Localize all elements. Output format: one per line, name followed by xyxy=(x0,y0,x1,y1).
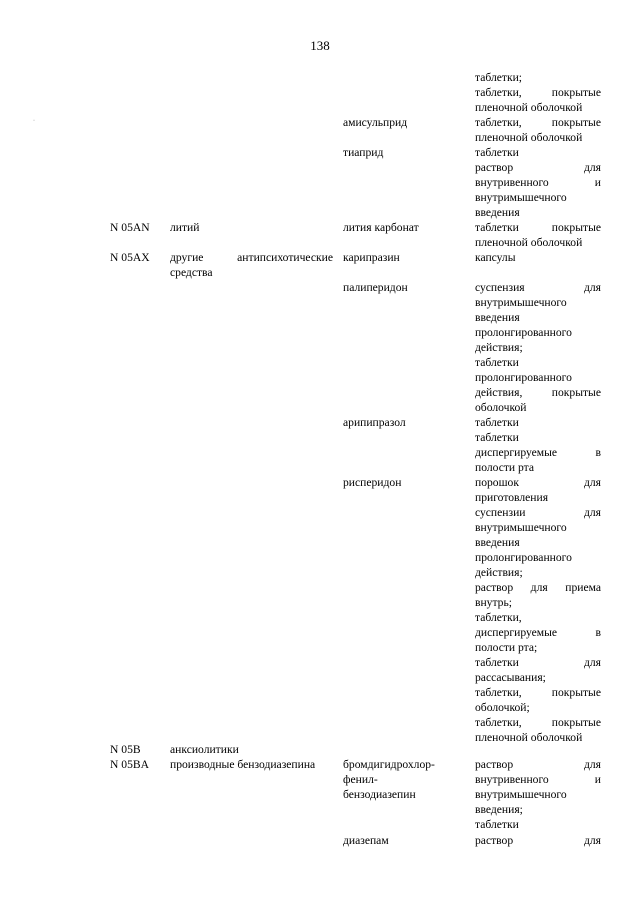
form-line: действия; xyxy=(475,341,523,354)
form-line: введения xyxy=(475,206,520,219)
form-line: действия; xyxy=(475,566,523,579)
form-line: таблетки; xyxy=(475,71,523,84)
drug-name: карипразин xyxy=(343,251,400,264)
form-line: таблетки, покрытые xyxy=(475,116,601,129)
form-line: внутримышечного xyxy=(475,296,567,309)
form-line: внутримышечного xyxy=(475,788,567,801)
drug-line: бензодиазепин xyxy=(343,788,416,801)
form-line: пленочной оболочкой xyxy=(475,131,583,144)
form-line: оболочкой; xyxy=(475,701,530,714)
form-line: таблетки покрытые xyxy=(475,221,601,234)
dosage-forms xyxy=(475,757,601,832)
dosage-forms xyxy=(475,145,601,220)
drug-name xyxy=(343,757,468,802)
form-line: порошок для xyxy=(475,476,601,489)
form-line: капсулы xyxy=(475,251,516,264)
form-line: раствор для xyxy=(475,758,601,771)
dosage-forms xyxy=(475,833,601,848)
form-line: таблетки, покрытые xyxy=(475,716,601,729)
form-line: пролонгированного xyxy=(475,371,572,384)
form-line: внутримышечного xyxy=(475,521,567,534)
atc-code: N 05AN xyxy=(110,221,150,234)
form-line: внутрь; xyxy=(475,596,512,609)
form-line: раствор для приема xyxy=(475,581,601,594)
form-line: диспергируемые в xyxy=(475,446,601,459)
dosage-forms xyxy=(475,475,601,745)
form-line: приготовления xyxy=(475,491,549,504)
form-line: пленочной оболочкой xyxy=(475,731,583,744)
drug-name: диазепам xyxy=(343,834,389,847)
scan-speck: · xyxy=(33,118,35,124)
dosage-forms xyxy=(475,250,601,265)
group-line: другие антипсихотические xyxy=(170,251,333,264)
dosage-forms xyxy=(475,115,601,145)
form-line: таблетки xyxy=(475,356,519,369)
group-name: производные бензодиазепина xyxy=(170,758,316,771)
form-line: пленочной оболочкой xyxy=(475,236,583,249)
group-name: литий xyxy=(170,221,200,234)
form-line: оболочкой xyxy=(475,401,527,414)
atc-code: N 05B xyxy=(110,743,141,756)
form-line: внутримышечного xyxy=(475,191,567,204)
form-line: суспензия для xyxy=(475,281,601,294)
drug-name: тиаприд xyxy=(343,146,384,159)
form-line: полости рта; xyxy=(475,641,538,654)
dosage-forms xyxy=(475,70,601,115)
form-line: таблетки xyxy=(475,818,519,831)
form-line: полости рта xyxy=(475,461,535,474)
page-number: 138 xyxy=(310,38,330,53)
form-line: пролонгированного xyxy=(475,326,572,339)
form-line: внутривенного и xyxy=(475,773,601,786)
form-line: рассасывания; xyxy=(475,671,546,684)
drug-name: палиперидон xyxy=(343,281,408,294)
dosage-forms xyxy=(475,415,601,475)
form-line: таблетки xyxy=(475,416,519,429)
group-name xyxy=(170,250,333,280)
group-name: анксиолитики xyxy=(170,743,239,756)
form-line: таблетки, xyxy=(475,611,522,624)
form-line: введения; xyxy=(475,803,523,816)
dosage-forms xyxy=(475,280,601,415)
atc-code: N 05BA xyxy=(110,758,149,771)
form-line: таблетки xyxy=(475,146,519,159)
group-line: средства xyxy=(170,266,213,279)
drug-line: фенил- xyxy=(343,773,378,786)
form-line: пролонгированного xyxy=(475,551,572,564)
form-line: таблетки для xyxy=(475,656,601,669)
drug-name: арипипразол xyxy=(343,416,406,429)
form-line: диспергируемые в xyxy=(475,626,601,639)
drug-name: амисульприд xyxy=(343,116,408,129)
form-line: раствор для xyxy=(475,161,601,174)
form-line: введения xyxy=(475,536,520,549)
drug-name: лития карбонат xyxy=(343,221,419,234)
form-line: пленочной оболочкой xyxy=(475,101,583,114)
atc-code: N 05AX xyxy=(110,251,150,264)
form-line: введения xyxy=(475,311,520,324)
form-line: внутривенного и xyxy=(475,176,601,189)
form-line: действия, покрытые xyxy=(475,386,601,399)
form-line: таблетки, покрытые xyxy=(475,686,601,699)
form-line: таблетки, покрытые xyxy=(475,86,601,99)
form-line: суспензии для xyxy=(475,506,601,519)
dosage-forms xyxy=(475,220,601,250)
drug-name: рисперидон xyxy=(343,476,402,489)
form-line: раствор для xyxy=(475,834,601,847)
drug-line: бромдигидрохлор- xyxy=(343,758,435,771)
form-line: таблетки xyxy=(475,431,519,444)
